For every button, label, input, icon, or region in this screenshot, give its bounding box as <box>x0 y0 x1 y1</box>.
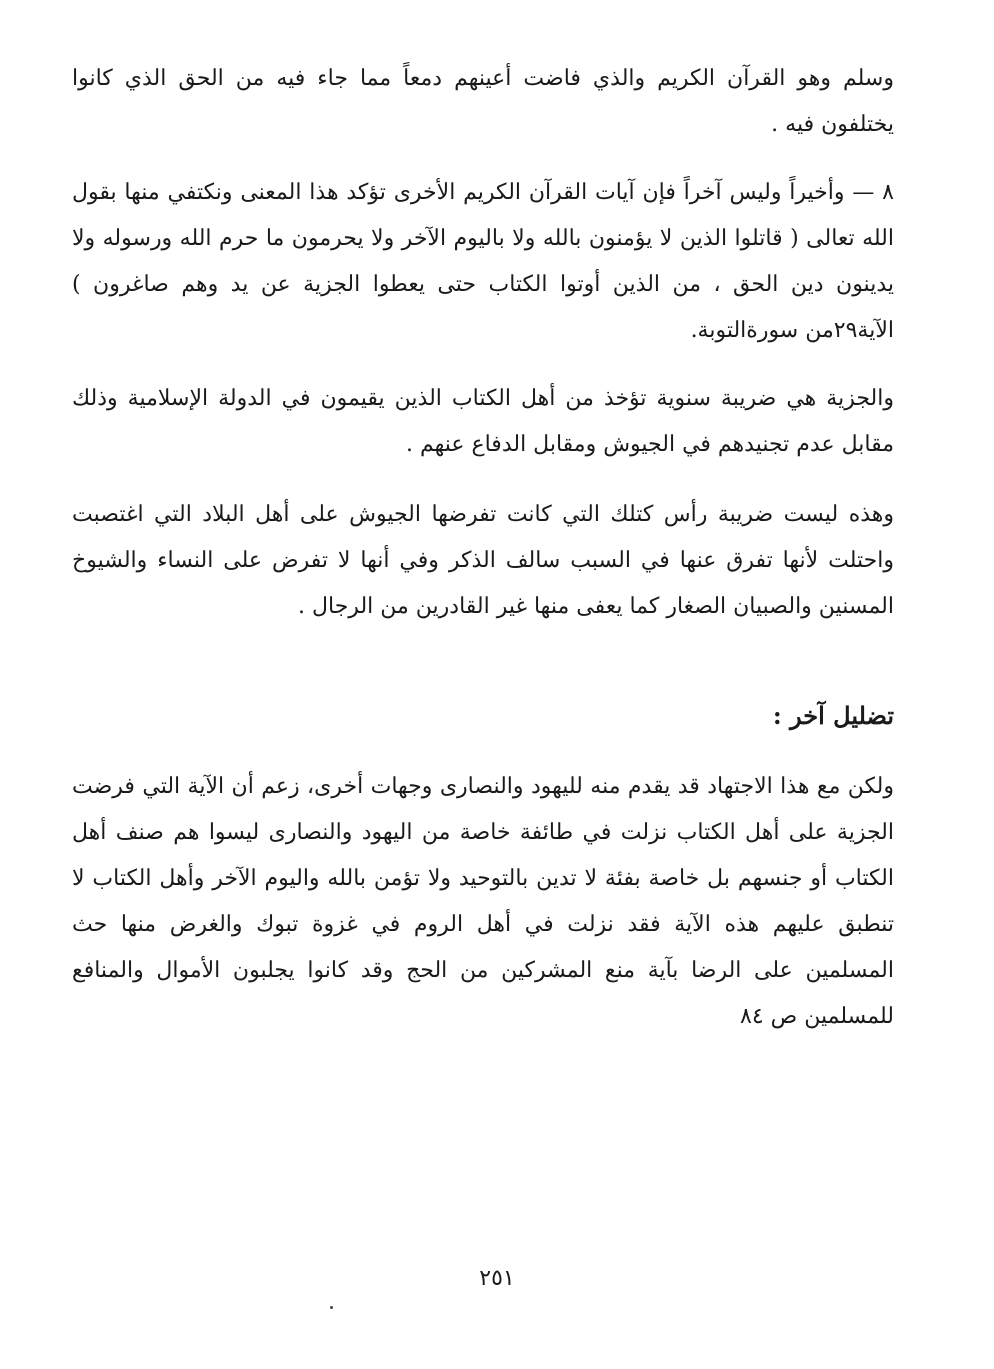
paragraph-1: وسلم وهو القرآن الكريم والذي فاضت أعينهم دمعاً مما جاء فيه من الحق الذي كانوا يختلفون فيه . <box>72 66 894 137</box>
spacer <box>72 630 894 692</box>
spacer <box>72 468 894 492</box>
scan-speck <box>330 1306 333 1309</box>
document-body <box>72 56 894 1040</box>
spacer <box>72 354 894 376</box>
spacer <box>72 740 894 764</box>
paragraph-4: وهذه ليست ضريبة رأس كتلك التي كانت تفرضها الجيوش على أهل البلاد التي اغتصبت واحتلت لأنها تفرق عنها في السبب سالف الذكر وفي أنها لا تفرض على النساء والشيوخ المسنين والصبيان الصغار كما يعفى منها غير القادرين من الرجال . <box>72 502 894 619</box>
paragraph-2: ٨ — وأخيراً وليس آخراً فإن آيات القرآن الكريم الأخرى تؤكد هذا المعنى ونكتفي منها بقول الله تعالى ( قاتلوا الذين لا يؤمنون بالله ولا باليوم الآخر ولا يحرمون ما حرم الله ورسوله ولا يدينون دين الحق ، من الذين أوتوا الكتاب حتى يعطوا الجزية عن يد وهم صاغرون ) الآية٢٩من سورةالتوبة. <box>72 180 894 343</box>
paragraph-3: والجزية هي ضريبة سنوية تؤخذ من أهل الكتاب الذين يقيمون في الدولة الإسلامية وذلك مقابل عدم تجنيدهم في الجيوش ومقابل الدفاع عنهم . <box>72 386 894 457</box>
section-heading: تضليل آخر : <box>772 701 894 730</box>
spacer <box>72 148 894 170</box>
quoted-paragraph: ولكن مع هذا الاجتهاد قد يقدم منه لليهود والنصارى وجهات أخرى، زعم أن الآية التي فرضت الجزية على أهل الكتاب نزلت في طائفة خاصة من اليهود والنصارى ليسوا هم صنف أهل الكتاب أو جنسهم بل خاصة بفئة لا تدين بالتوحيد ولا تؤمن بالله واليوم الآخر وأهل الكتاب لا تنطبق عليهم هذه الآية فقد نزلت في أهل الروم في غزوة تبوك والغرض منها حث المسلمين على الرضا بآية منع المشركين من الحج وقد كانوا يجلبون الأموال والمنافع للمسلمين ص ٨٤ <box>72 774 894 1029</box>
page-number: ٢٥١ <box>479 1266 515 1291</box>
